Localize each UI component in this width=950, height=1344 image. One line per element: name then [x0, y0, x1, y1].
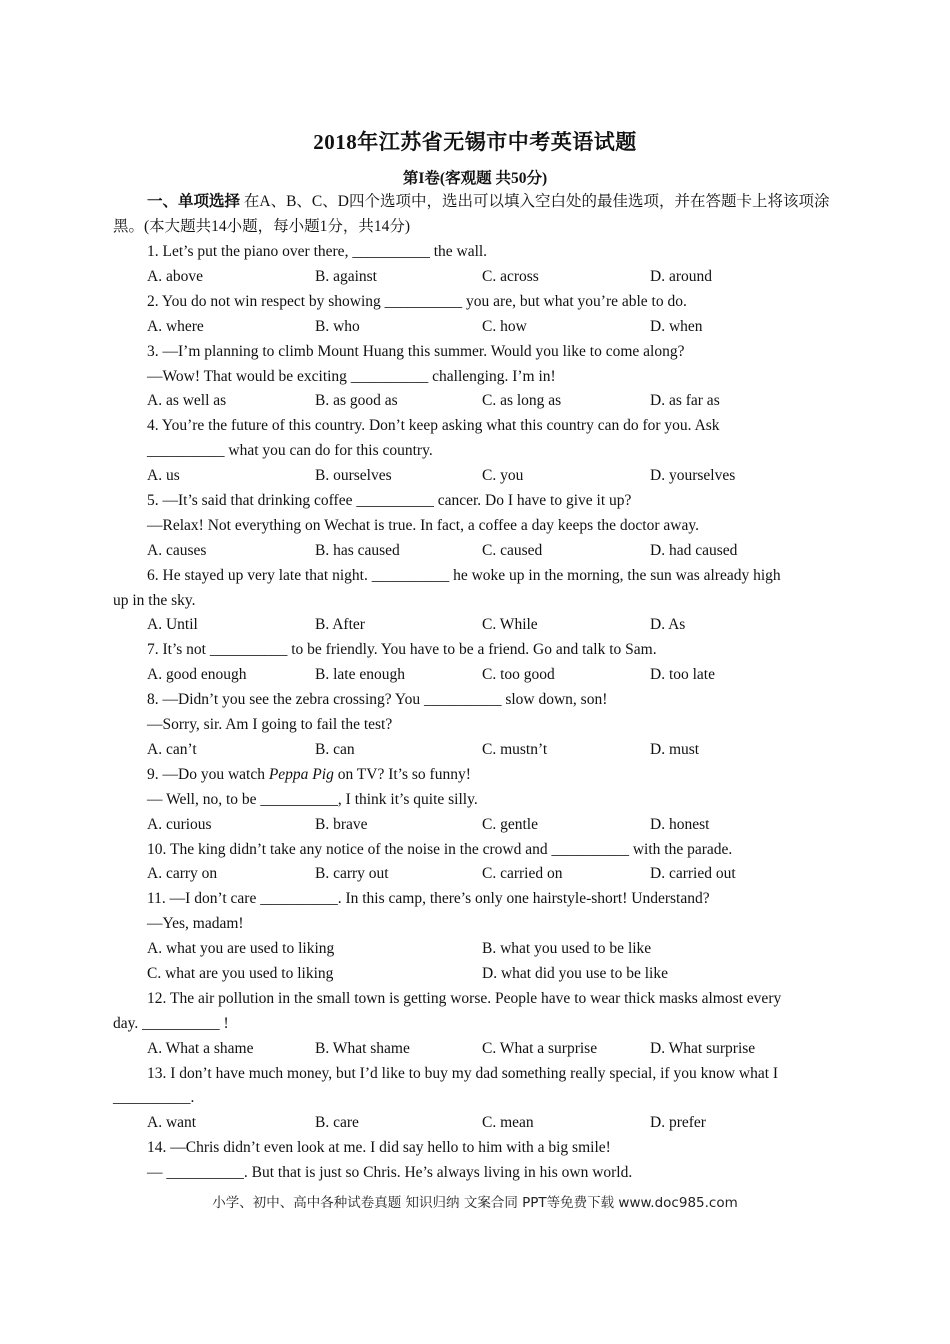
option-b: B. can	[315, 741, 355, 758]
option-b: B. what you used to be like	[482, 940, 652, 957]
page-subtitle: 第I卷(客观题 共50分)	[402, 170, 548, 187]
option-b: B. ourselves	[315, 467, 392, 484]
page-title: 2018年江苏省无锡市中考英语试题	[313, 130, 637, 154]
option-a: A. as well as	[147, 392, 227, 409]
option-d: D. yourselves	[650, 467, 736, 484]
question-stem-line2: —Yes, madam!	[147, 915, 244, 932]
question-stem: 7. It’s not __________ to be friendly. You have to be a friend. Go and talk to Sam.	[147, 641, 657, 658]
option-b: B. late enough	[315, 666, 405, 683]
option-c: C. carried on	[482, 865, 563, 882]
stem-text: 9. —Do you watch	[147, 766, 269, 783]
question-stem: 3. —I’m planning to climb Mount Huang this summer. Would you like to come along?	[147, 343, 685, 360]
option-b: B. brave	[315, 816, 368, 833]
option-a: A. above	[147, 268, 203, 285]
option-c: C. you	[482, 467, 524, 484]
option-b: B. carry out	[315, 865, 389, 882]
option-c: C. too good	[482, 666, 555, 683]
section-instructions	[113, 190, 838, 239]
option-c: C. across	[482, 268, 539, 285]
option-d: D. around	[650, 268, 712, 285]
option-c: C. While	[482, 616, 538, 633]
question-stem: 10. The king didn’t take any notice of the noise in the crowd and __________ with the parade.	[147, 841, 733, 858]
option-d: D. what did you use to be like	[482, 965, 668, 982]
question-stem: 6. He stayed up very late that night. __________ he woke up in the morning, the sun was already high	[147, 567, 781, 584]
question-stem-line2: —Relax! Not everything on Wechat is true. In fact, a coffee a day keeps the doctor away.	[147, 517, 699, 534]
option-a: A. curious	[147, 816, 212, 833]
question-stem-line2: day. __________ !	[113, 1015, 229, 1032]
option-c: C. gentle	[482, 816, 538, 833]
section-text: 在A、B、C、D四个选项中，选出可以填入空白处的最佳选项，并在答题卡上将该项涂黑。(本大题共14小题，每小题1分，共14分)	[113, 193, 830, 235]
option-c: C. caused	[482, 542, 543, 559]
question-stem-line2: —Sorry, sir. Am I going to fail the test?	[147, 716, 393, 733]
option-a: A. carry on	[147, 865, 218, 882]
option-d: D. must	[650, 741, 700, 758]
question-stem: 1. Let’s put the piano over there, __________ the wall.	[147, 243, 488, 260]
question-stem-line2: __________ what you can do for this country.	[147, 442, 433, 459]
show-title: Peppa Pig	[268, 766, 334, 783]
option-d: D. carried out	[650, 865, 736, 882]
option-c: C. how	[482, 318, 527, 335]
question-stem: 14. —Chris didn’t even look at me. I did say hello to him with a big smile!	[147, 1139, 611, 1156]
question-stem: 4. You’re the future of this country. Don’t keep asking what this country can do for you. Ask	[147, 417, 720, 434]
question-stem: 8. —Didn’t you see the zebra crossing? You __________ slow down, son!	[147, 691, 608, 708]
question-stem-line2: —Wow! That would be exciting __________ challenging. I’m in!	[147, 368, 556, 385]
option-d: D. had caused	[650, 542, 738, 559]
stem-text: on TV? It’s so funny!	[333, 766, 471, 783]
option-c: C. as long as	[482, 392, 562, 409]
question-stem: 13. I don’t have much money, but I’d like to buy my dad something really special, if you know what I	[147, 1065, 779, 1082]
option-d: D. prefer	[650, 1114, 706, 1131]
option-b: B. After	[315, 616, 365, 633]
option-d: D. As	[650, 616, 686, 633]
option-a: A. want	[147, 1114, 197, 1131]
option-a: A. Until	[147, 616, 198, 633]
section-heading: 一、单项选择	[147, 193, 241, 210]
question-stem-line2: — __________. But that is just so Chris. He’s always living in his own world.	[147, 1164, 633, 1181]
question-stem-line2: — Well, no, to be __________, I think it’s quite silly.	[147, 791, 478, 808]
question-stem: 12. The air pollution in the small town is getting worse. People have to wear thick masks almost every	[147, 990, 782, 1007]
option-c: C. what are you used to liking	[147, 965, 334, 982]
option-d: D. What surprise	[650, 1040, 756, 1057]
option-d: D. as far as	[650, 392, 720, 409]
option-a: A. what you are used to liking	[147, 940, 335, 957]
question-stem-line2: __________.	[113, 1089, 195, 1106]
page-footer: 小学、初中、高中各种试卷真题 知识归纳 文案合同 PPT等免费下载 www.doc985.com	[212, 1195, 738, 1211]
option-a: A. good enough	[147, 666, 247, 683]
option-b: B. What shame	[315, 1040, 410, 1057]
question-stem: 11. —I don’t care __________. In this camp, there’s only one hairstyle-short! Understand?	[147, 890, 710, 907]
question-stem: 2. You do not win respect by showing __________ you are, but what you’re able to do.	[147, 293, 687, 310]
option-b: B. as good as	[315, 392, 398, 409]
option-a: A. where	[147, 318, 204, 335]
question-stem	[147, 765, 471, 785]
question-stem-line2: up in the sky.	[113, 592, 196, 609]
option-d: D. when	[650, 318, 703, 335]
option-d: D. honest	[650, 816, 710, 833]
option-a: A. causes	[147, 542, 207, 559]
option-b: B. against	[315, 268, 377, 285]
option-b: B. who	[315, 318, 360, 335]
option-b: B. care	[315, 1114, 359, 1131]
option-a: A. can’t	[147, 741, 197, 758]
option-c: C. mustn’t	[482, 741, 548, 758]
option-c: C. mean	[482, 1114, 534, 1131]
option-d: D. too late	[650, 666, 715, 683]
option-c: C. What a surprise	[482, 1040, 598, 1057]
option-a: A. us	[147, 467, 180, 484]
question-stem: 5. —It’s said that drinking coffee __________ cancer. Do I have to give it up?	[147, 492, 632, 509]
option-a: A. What a shame	[147, 1040, 254, 1057]
option-b: B. has caused	[315, 542, 400, 559]
